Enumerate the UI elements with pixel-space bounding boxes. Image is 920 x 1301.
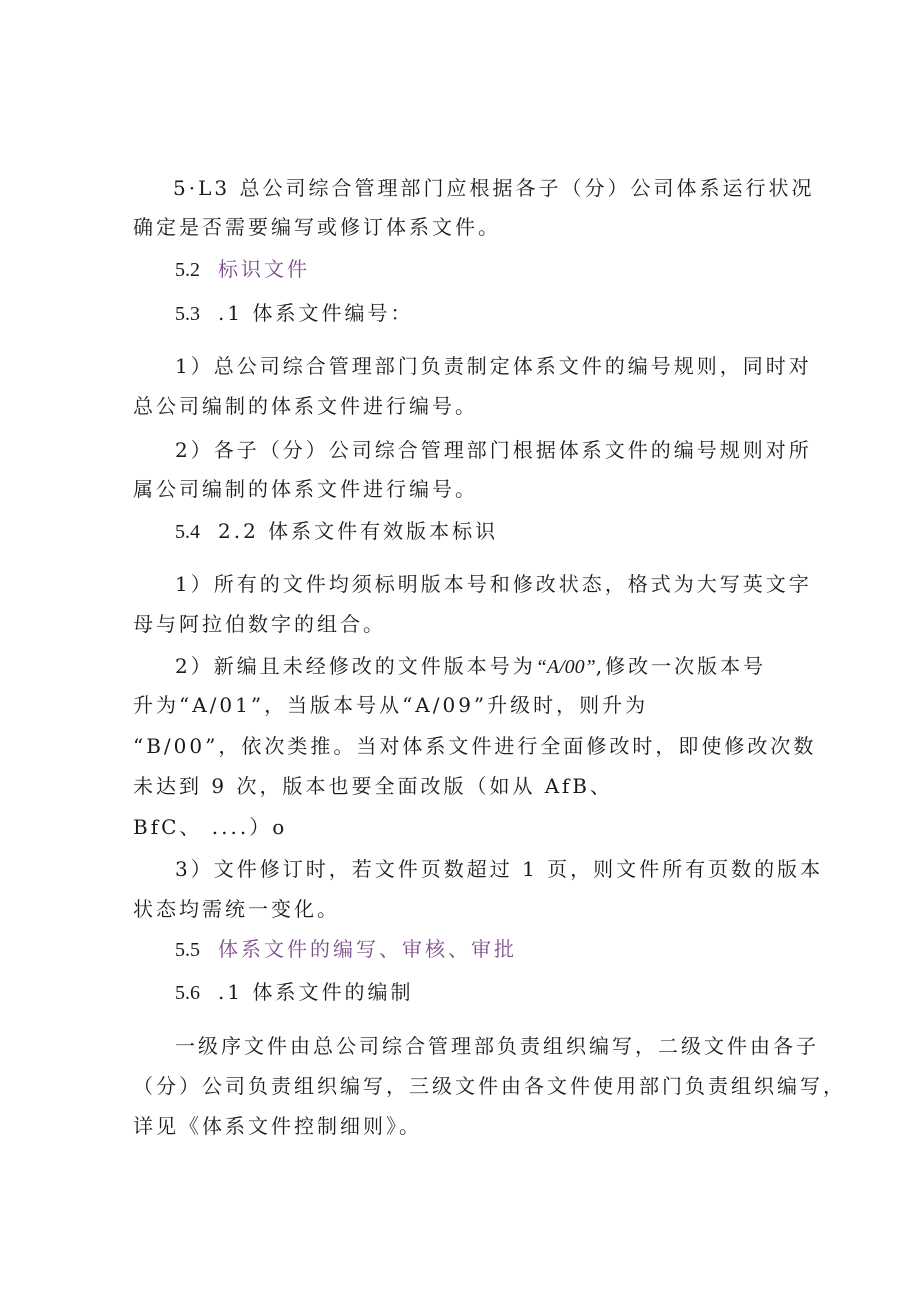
heading-title: .1 体系文件编号： (218, 301, 414, 325)
para-drafting-line-1: 一级序文件由总公司综合管理部负责组织编写，二级文件由各子 (175, 1034, 819, 1058)
heading-number: 5.6 (175, 982, 200, 1004)
heading-5-6 (175, 979, 413, 1006)
para-5-1-3-line-2: 确定是否需要编写或修订体系文件。 (133, 215, 501, 239)
heading-title: 标识文件 (218, 257, 310, 281)
para-drafting-line-3: 详见《体系文件控制细则》。 (133, 1114, 422, 1138)
version-code: “A/00” (535, 656, 596, 678)
para-numbering-1-line-2: 总公司编制的体系文件进行编号。 (133, 394, 478, 418)
para-5-1-3-line-1: 5·L3 总公司综合管理部门应根据各子（分）公司体系运行状况 (173, 176, 815, 200)
heading-title: .1 体系文件的编制 (218, 980, 414, 1004)
para-drafting-line-2: （分）公司负责组织编写，三级文件由各文件使用部门负责组织编写， (133, 1074, 846, 1098)
para-version-2-line-1 (175, 653, 766, 680)
para-numbering-2-line-2: 属公司编制的体系文件进行编号。 (133, 477, 478, 501)
text-segment: ,修改一次版本号 (595, 654, 767, 678)
heading-number: 5.5 (175, 939, 200, 961)
heading-title: 体系文件的编写、审核、审批 (218, 937, 517, 961)
text-segment: 2）新编且未经修改的文件版本号为 (175, 654, 536, 678)
para-version-3-line-2: 状态均需统一变化。 (133, 897, 340, 921)
heading-number: 5.4 (175, 521, 200, 543)
heading-number: 5.2 (175, 259, 200, 281)
heading-number: 5.3 (175, 303, 200, 325)
heading-5-2 (175, 256, 310, 283)
para-version-2-line-5: BfC、 ....）o (133, 815, 288, 839)
heading-5-4 (175, 518, 498, 545)
para-numbering-2-line-1: 2）各子（分）公司综合管理部门根据体系文件的编号规则对所 (175, 438, 812, 462)
heading-title: 2.2 体系文件有效版本标识 (218, 519, 499, 543)
para-version-2-line-2: 升为“A/01”，当版本号从“A/09”升级时，则升为 (133, 693, 649, 717)
para-version-1-line-2: 母与阿拉伯数字的组合。 (133, 612, 386, 636)
para-numbering-1-line-1: 1）总公司综合管理部门负责制定体系文件的编号规则，同时对 (175, 354, 812, 378)
heading-5-3 (175, 300, 413, 327)
para-version-2-line-3: “B/00”，依次类推。当对体系文件进行全面修改时，即使修改次数 (133, 734, 817, 758)
para-version-2-line-4: 未达到 9 次，版本也要全面改版（如从 AfB、 (133, 774, 613, 798)
heading-5-5 (175, 936, 517, 963)
para-version-1-line-1: 1）所有的文件均须标明版本号和修改状态，格式为大写英文字 (175, 572, 812, 596)
para-version-3-line-1: 3）文件修订时，若文件页数超过 1 页，则文件所有页数的版本 (175, 857, 824, 881)
